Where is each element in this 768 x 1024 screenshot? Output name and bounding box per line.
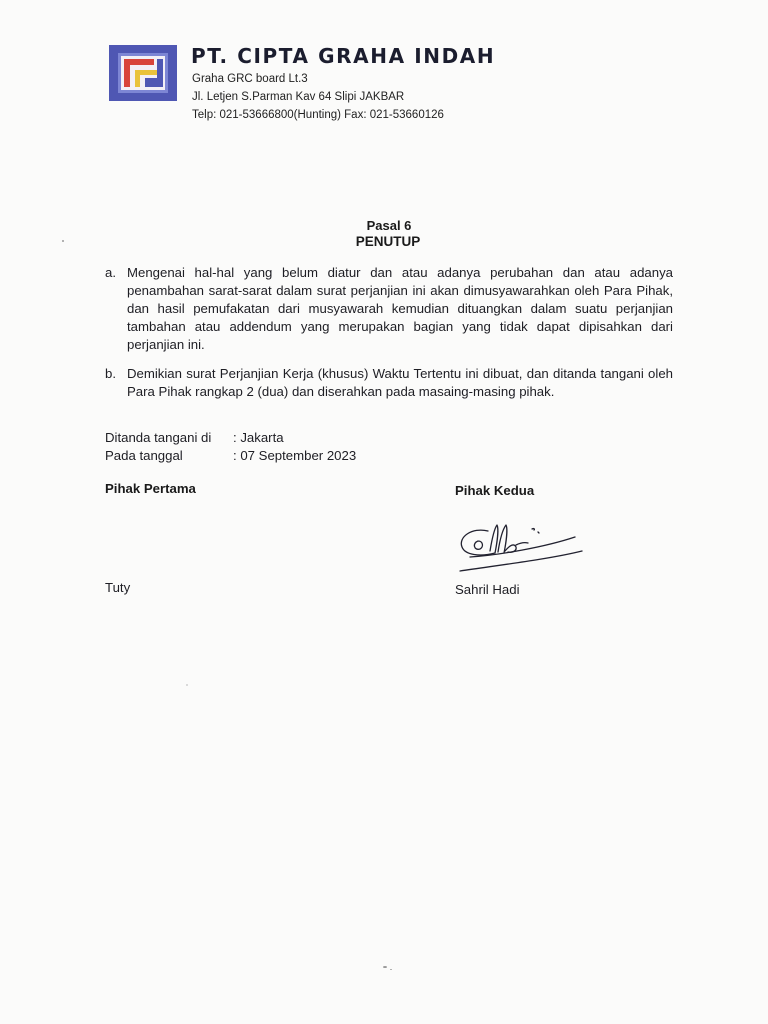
section-heading: PENUTUP (355, 234, 421, 249)
scan-speck (383, 966, 387, 968)
clause-b (105, 365, 673, 401)
clause-marker: b. (105, 366, 116, 381)
section-number: Pasal 6 (366, 218, 412, 233)
company-logo-icon (109, 45, 177, 101)
company-name: PT. CIPTA GRAHA INDAH (191, 44, 496, 68)
address-line-3: Telp: 021-53666800(Hunting) Fax: 021-53660126 (192, 109, 444, 121)
signing-place-value: : Jakarta (233, 430, 284, 445)
second-party-label: Pihak Kedua (455, 483, 535, 498)
address-line-2: Jl. Letjen S.Parman Kav 64 Slipi JAKBAR (192, 91, 405, 103)
clause-text: Mengenai hal-hal yang belum diatur dan atau adanya perubahan dan atau adanya penambahan sarat-sarat dalam surat perjanjian ini akan dimusyawarahkan oleh Para Pihak, dan hasil pemufakatan dari musyawarah kemudian dituangkan dalam suatu perjanjian tambahan atau addendum yang merupakan bagian yang tidak dapat dipisahkan dari perjanjian ini. (127, 265, 673, 352)
clause-marker: a. (105, 265, 116, 280)
first-party-label: Pihak Pertama (105, 481, 196, 496)
clause-a (105, 264, 673, 354)
first-party-name: Tuty (105, 580, 131, 595)
signing-place-label: Ditanda tangani di (105, 430, 212, 445)
signature-icon (450, 515, 585, 585)
address-line-1: Graha GRC board Lt.3 (192, 73, 308, 85)
scan-speck (62, 240, 64, 242)
signing-date-label: Pada tanggal (105, 448, 183, 463)
signing-date (105, 448, 356, 463)
scan-speck (186, 684, 188, 686)
second-party-name: Sahril Hadi (455, 582, 520, 597)
clause-text: Demikian surat Perjanjian Kerja (khusus) Waktu Tertentu ini dibuat, dan ditanda tangani oleh Para Pihak rangkap 2 (dua) dan diserahkan pada masaing-masing pihak. (127, 366, 673, 399)
scan-speck (390, 969, 392, 970)
signing-date-value: : 07 September 2023 (233, 448, 357, 463)
signing-place (105, 430, 284, 445)
